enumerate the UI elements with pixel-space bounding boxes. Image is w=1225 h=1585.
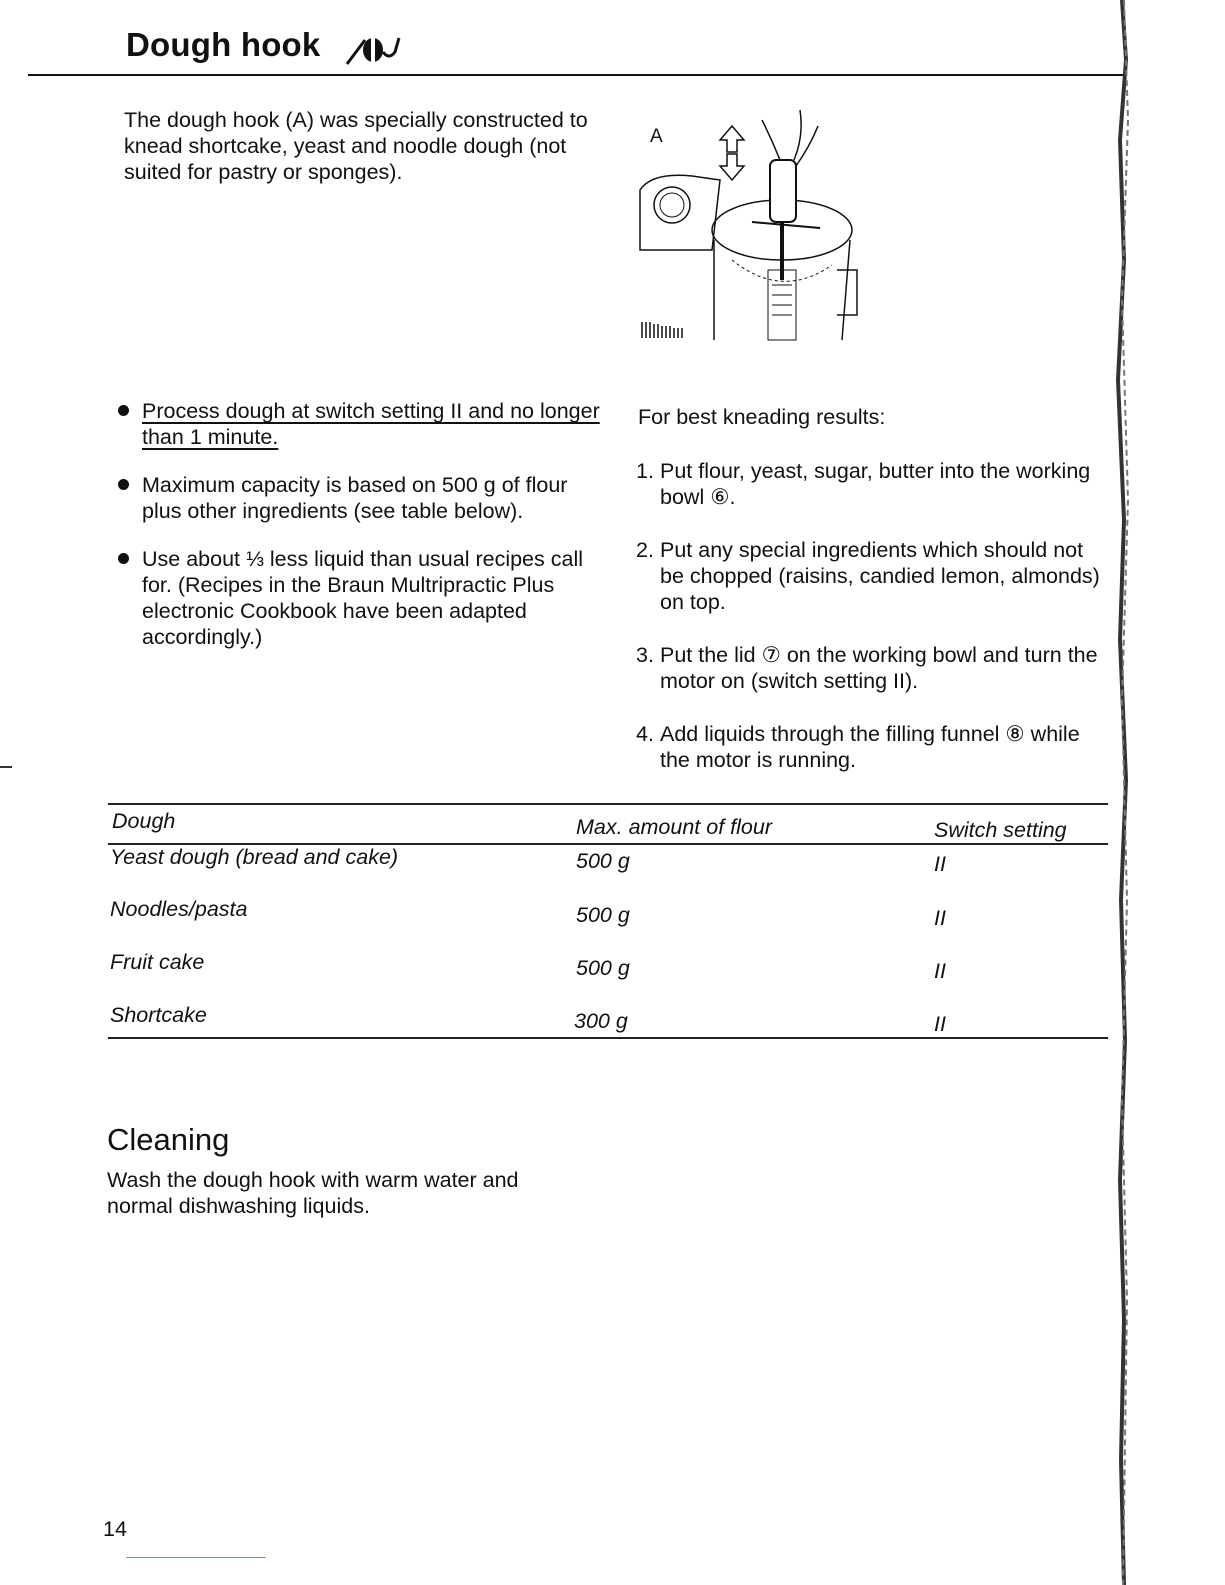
table-cell: Yeast dough (bread and cake) [110,845,399,869]
table-cell: Noodles/pasta [110,897,248,921]
list-item: 3. Put the lid ⑦ on the working bowl and turn the motor on (switch setting II). [636,643,1098,693]
list-item: Use about ⅓ less liquid than usual recipes call for. (Recipes in the Braun Multripractic Plus electronic Cookbook have been adapted accordingly.) [118,546,608,650]
notes-list [118,398,608,672]
table-rule [108,803,1108,805]
cleaning-text: Wash the dough hook with warm water and normal dishwashing liquids. [107,1168,519,1218]
table-cell: 500 g [576,849,630,873]
margin-mark [0,766,12,768]
dough-hook-illustration [632,100,872,350]
list-item: 1. Put flour, yeast, sugar, butter into the working bowl ⑥. [636,459,1091,509]
list-item: Process dough at switch setting II and no longer than 1 minute. [118,398,608,450]
table-cell: 500 g [576,956,630,980]
table-cell: II [934,852,946,876]
table-cell: II [934,1012,946,1036]
table-cell: 300 g [574,1009,628,1033]
list-item: Maximum capacity is based on 500 g of flour plus other ingredients (see table below). [118,472,608,524]
list-item: 2. Put any special ingredients which should not be chopped (raisins, candied lemon, almonds) on top. [636,538,1100,614]
table-cell: Shortcake [110,1003,207,1027]
table-cell: 500 g [576,903,630,927]
table-cell: Fruit cake [110,950,205,974]
tips-heading: For best kneading results: [638,405,886,429]
page-number: 14 [103,1517,127,1541]
page-title: Dough hook [126,26,321,63]
table-cell: II [934,906,946,930]
intro-text: The dough hook (A) was specially constructed to knead shortcake, yeast and noodle dough (not suited for pastry or sponges). [124,108,588,184]
figure-label: A [650,126,663,147]
table-rule [108,1037,1108,1039]
table-header: Dough [112,809,176,833]
list-item: 4. Add liquids through the filling funnel ⑧ while the motor is running. [636,722,1080,772]
cleaning-heading: Cleaning [107,1122,230,1157]
header-rule [28,74,1123,76]
footer-line [126,1557,266,1558]
table-cell: II [934,959,946,983]
steps-list [636,458,1106,800]
scan-edge [1112,0,1132,1585]
table-header: Max. amount of flour [576,815,772,839]
dough-hook-icon [343,30,413,70]
table-header: Switch setting [934,818,1067,842]
